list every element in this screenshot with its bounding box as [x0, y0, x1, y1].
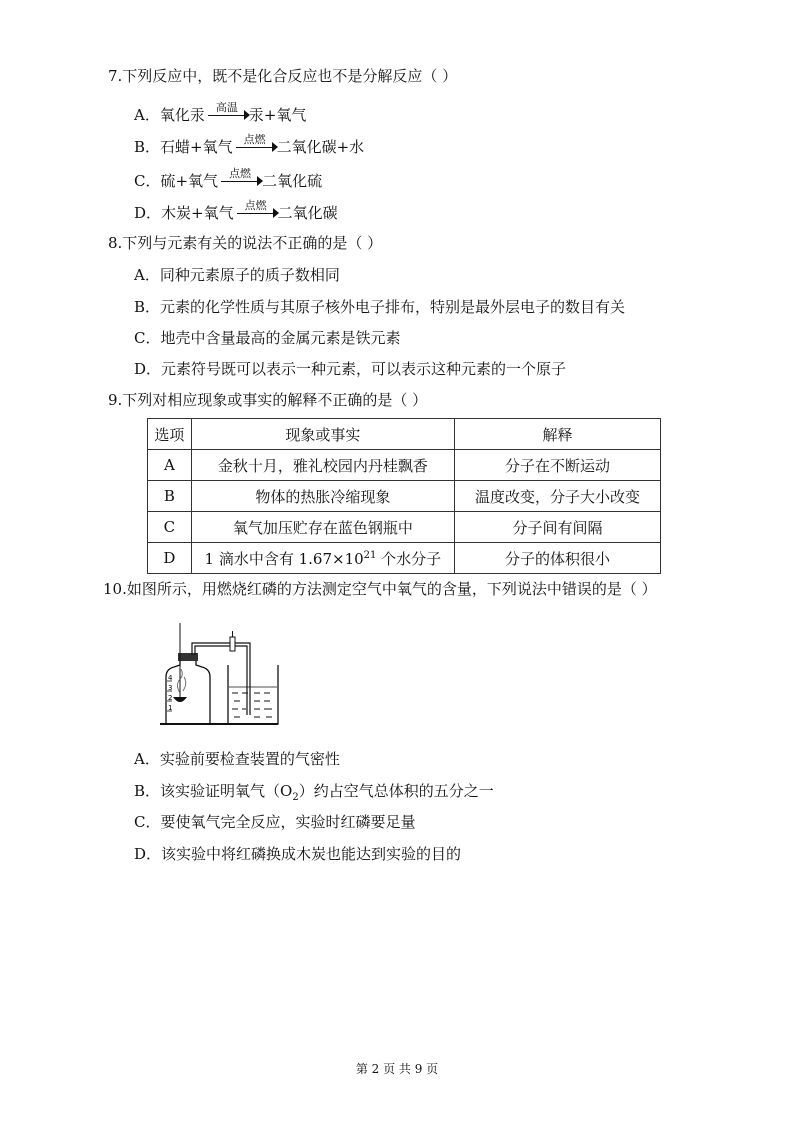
header-explain: 解释 [454, 419, 660, 450]
row-explain: 分子间有间隔 [454, 512, 660, 543]
q10-option-c: C．要使氧气完全反应，实验时红磷要足量 [134, 813, 416, 831]
row-fact: 物体的热胀冷缩现象 [191, 481, 454, 512]
fact-text: 个水分子 [376, 549, 442, 568]
q8-option-c: C．地壳中含量最高的金属元素是铁元素 [134, 329, 401, 347]
q9-stem: 9.下列对相应现象或事实的解释不正确的是（ ） [108, 391, 428, 409]
product: 二氧化硫 [262, 172, 323, 190]
option-letter: A． [134, 106, 160, 124]
table-row [148, 512, 661, 543]
row-option: A [148, 450, 192, 481]
row-fact: 金秋十月，雅礼校园内丹桂飘香 [191, 450, 454, 481]
q8-option-b: B．元素的化学性质与其原子核外电子排布，特别是最外层电子的数目有关 [134, 298, 626, 316]
scale-mark: 2 [168, 694, 173, 702]
reactant: 木炭+氧气 [161, 204, 234, 222]
option-letter: D． [134, 204, 162, 222]
table-row [148, 450, 661, 481]
table-header-row [148, 419, 661, 450]
reaction-arrow [219, 167, 261, 191]
option-letter: B． [134, 138, 161, 156]
apparatus-diagram [158, 617, 298, 732]
page-footer: 第 2 页 共 9 页 [355, 1062, 439, 1076]
q8-option-d: D．元素符号既可以表示一种元素，可以表示这种元素的一个原子 [134, 360, 567, 378]
product: 汞+氧气 [248, 106, 307, 124]
reactant: 硫+氧气 [160, 172, 219, 190]
q7-option-c [134, 167, 323, 191]
row-option: B [148, 481, 192, 512]
reaction-condition: 点燃 [243, 133, 266, 146]
option-letter: C． [134, 172, 161, 190]
q10-stem: 10.如图所示，用燃烧红磷的方法测定空气中氧气的含量，下列说法中错误的是（ ） [103, 580, 657, 598]
q7-option-d [134, 199, 338, 223]
header-fact: 现象或事实 [191, 419, 454, 450]
exponent: 21 [363, 549, 377, 561]
reactant: 氧化汞 [159, 106, 205, 124]
reaction-condition: 点燃 [229, 167, 252, 180]
table-row [148, 543, 661, 574]
reaction-condition: 点燃 [244, 199, 267, 212]
q7-stem: 7.下列反应中，既不是化合反应也不是分解反应（ ） [108, 67, 458, 85]
q7-option-b [134, 133, 365, 157]
row-option: D [148, 543, 192, 574]
option-text: ）约占空气总体积的五分之一 [298, 782, 494, 800]
option-text: B．该实验证明氧气（O [134, 782, 293, 800]
row-fact [191, 543, 454, 574]
row-explain: 分子在不断运动 [454, 450, 660, 481]
q10-option-d: D．该实验中将红磷换成木炭也能达到实验的目的 [134, 845, 462, 863]
row-option: C [148, 512, 192, 543]
product: 二氧化碳 [277, 204, 338, 222]
reactant: 石蜡+氧气 [160, 138, 233, 156]
row-explain: 温度改变，分子大小改变 [454, 481, 660, 512]
header-option: 选项 [148, 419, 192, 450]
q9-table [147, 418, 661, 574]
row-explain: 分子的体积很小 [454, 543, 660, 574]
table-row [148, 481, 661, 512]
scale-mark: 3 [168, 684, 173, 692]
product: 二氧化碳+水 [276, 138, 365, 156]
scale-mark: 4 [168, 674, 173, 682]
q8-option-a: A．同种元素原子的质子数相同 [134, 266, 340, 284]
scale-mark: 1 [168, 704, 173, 712]
q8-stem: 8.下列与元素有关的说法不正确的是（ ） [108, 234, 383, 252]
q10-option-b [134, 781, 494, 808]
q7-option-a [134, 101, 307, 125]
q10-option-a: A．实验前要检查装置的气密性 [134, 750, 340, 768]
fact-text: 1 滴水中含有 1.67×10 [204, 549, 364, 568]
row-fact: 氧气加压贮存在蓝色钢瓶中 [191, 512, 454, 543]
reaction-arrow [234, 133, 276, 157]
reaction-condition: 高温 [215, 101, 238, 114]
reaction-arrow [206, 101, 248, 125]
subscript: 2 [292, 792, 299, 803]
reaction-arrow [235, 199, 277, 223]
